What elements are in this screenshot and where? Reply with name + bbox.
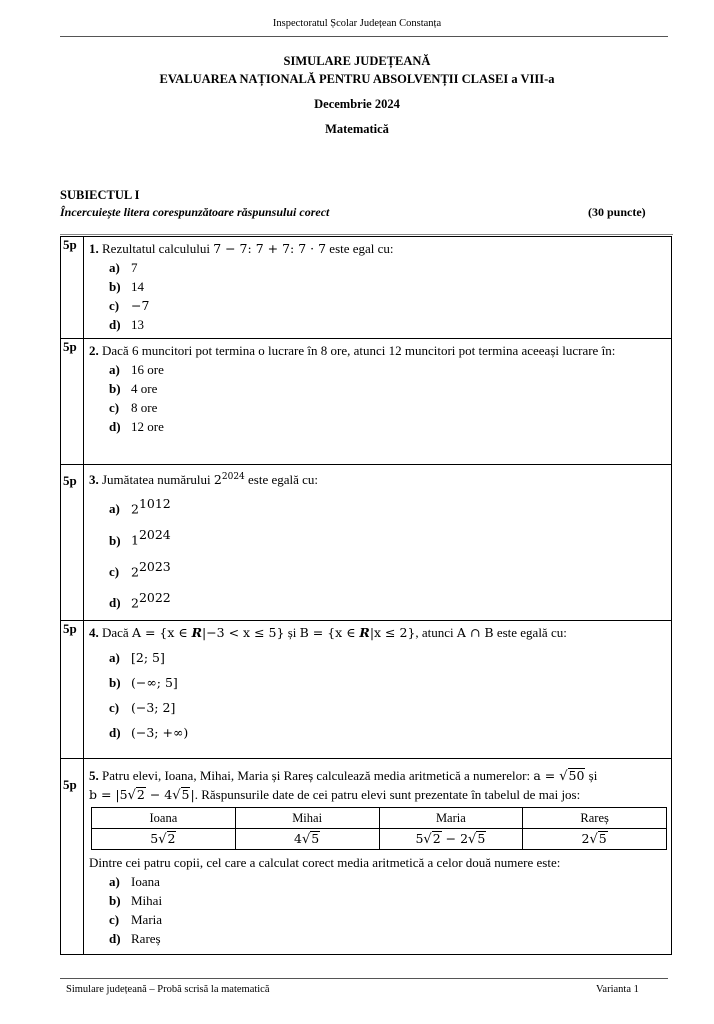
option-value: −7	[131, 298, 150, 313]
question-text-b: este egal cu:	[329, 241, 394, 256]
option-b[interactable]	[109, 379, 667, 398]
option-value: (−∞; 5]	[131, 675, 178, 691]
header-divider	[60, 36, 668, 37]
question-points: 5p	[61, 465, 84, 621]
question-points: 5p	[61, 621, 84, 759]
question-body	[84, 465, 672, 621]
option-d[interactable]	[109, 417, 667, 436]
a-radicand: 50	[568, 768, 585, 784]
question-text-a: Rezultatul calculului	[102, 241, 210, 256]
question-text-b: . Răspunsurile date de cei patru elevi sunt prezentate în tabelul de mai jos:	[194, 787, 581, 803]
question-text-a: Jumătatea numărului	[102, 472, 211, 488]
question-text	[89, 767, 667, 805]
option-value: Rareș	[131, 931, 161, 947]
question-text	[89, 342, 667, 360]
section-points: (30 puncte)	[588, 205, 646, 219]
option-c[interactable]	[109, 910, 667, 929]
option-letter: a)	[109, 650, 120, 666]
question-row	[61, 339, 672, 465]
option-a[interactable]	[109, 645, 667, 670]
power-exponent: 1012	[138, 496, 171, 512]
question-text-c: este egală cu:	[496, 625, 567, 641]
power-exponent: 2024	[138, 527, 171, 543]
option-value: 12 ore	[131, 419, 164, 434]
title-line1: SIMULARE JUDEȚEANĂ	[283, 54, 431, 68]
question-body	[84, 339, 672, 465]
conjunction: și	[287, 625, 297, 641]
answers-value-cell: 5√2	[92, 829, 236, 850]
answers-value-cell: 5√2 − 2√5	[379, 829, 523, 850]
option-value: 13	[131, 317, 144, 332]
option-letter: c)	[109, 564, 120, 580]
radicand: 2	[167, 831, 176, 847]
question-text-b: este egală cu:	[248, 472, 319, 488]
option-a[interactable]	[109, 872, 667, 891]
footer-left: Simulare județeană – Probă scrisă la matematică	[66, 984, 270, 995]
option-letter: a)	[109, 501, 120, 517]
option-value: Maria	[131, 912, 163, 928]
question-number: 3.	[89, 472, 99, 488]
option-b[interactable]	[109, 891, 667, 910]
option-b[interactable]	[109, 522, 667, 553]
reals-symbol: R	[191, 625, 202, 641]
power-base: 1	[131, 532, 139, 548]
coef: 5	[415, 831, 424, 847]
option-letter: b)	[109, 532, 121, 548]
option-letter: d)	[109, 419, 121, 434]
question-body	[84, 237, 672, 339]
set-a-start: A = {x ∈	[131, 625, 192, 641]
questions-table	[60, 236, 672, 955]
option-letter: c)	[109, 912, 120, 928]
title-subject: Matematică	[325, 122, 389, 136]
options-list	[109, 872, 667, 948]
option-b[interactable]	[109, 277, 667, 296]
option-letter: b)	[109, 381, 121, 396]
option-d[interactable]	[109, 929, 667, 948]
question-number: 1.	[89, 241, 99, 256]
title-line2: EVALUAREA NAȚIONALĂ PENTRU ABSOLVENȚII CLASEI a VIII-a	[159, 72, 555, 86]
section-instruction: Încercuiește litera corespunzătoare răspunsului corect	[60, 205, 330, 219]
coef: 2	[581, 831, 590, 847]
set-a	[132, 625, 284, 640]
question-text-a: Dacă 6 muncitori pot termina o lucrare în 8 ore, atunci 12 muncitori pot termina aceeași lucrare în:	[102, 343, 616, 358]
option-letter: b)	[109, 893, 121, 909]
question-text	[89, 624, 667, 642]
question-math: 7 − 7: 7 + 7: 7 · 7	[213, 241, 327, 256]
power-exponent: 2022	[138, 590, 171, 606]
option-c[interactable]	[109, 398, 667, 417]
value-b: b = |5√2 − 4√5|	[89, 787, 195, 804]
option-letter: c)	[109, 400, 120, 415]
set-b-start: B = {x ∈	[299, 625, 360, 641]
conjunction: și	[588, 768, 598, 784]
b-radicand-2: 5	[181, 787, 190, 803]
option-value: (−3; 2]	[131, 700, 176, 716]
option-a[interactable]	[109, 360, 667, 379]
value-a: a = √50	[533, 768, 585, 785]
set-b-end: |x ≤ 2}	[369, 625, 416, 641]
option-letter: d)	[109, 595, 121, 611]
answers-header-row	[92, 808, 667, 829]
answers-header-cell: Mihai	[235, 808, 379, 829]
radicand: 2	[432, 831, 441, 847]
option-c[interactable]	[109, 695, 667, 720]
b-end: |	[190, 787, 195, 803]
header-institution: Inspectoratul Școlar Județean Constanța	[272, 18, 442, 29]
option-letter: d)	[109, 317, 121, 332]
option-value: 16 ore	[131, 362, 164, 377]
option-d[interactable]	[109, 720, 667, 745]
set-b	[300, 625, 416, 640]
question-text-b: , atunci	[415, 625, 454, 641]
question-text-a: Dacă	[102, 625, 129, 641]
footer-divider	[60, 978, 668, 979]
question-row	[61, 237, 672, 339]
options-list	[109, 258, 667, 334]
b-mid: − 4	[145, 787, 173, 803]
power-exponent: 2024	[221, 472, 245, 482]
power-exponent: 2023	[138, 558, 171, 574]
option-letter: d)	[109, 931, 121, 947]
radicand: 5	[598, 831, 607, 847]
answers-value-cell: 2√5	[523, 829, 667, 850]
option-letter: a)	[109, 874, 120, 890]
option-a[interactable]	[109, 491, 667, 522]
power-base: 2	[131, 595, 139, 611]
section-title: SUBIECTUL I	[60, 188, 140, 202]
power-base: 2	[213, 472, 222, 488]
question-points: 5p	[61, 759, 84, 955]
option-letter: b)	[109, 675, 121, 691]
question-power	[214, 472, 245, 487]
option-letter: c)	[109, 700, 120, 716]
option-d[interactable]	[109, 315, 667, 334]
radicand: 5	[311, 831, 320, 847]
question-body	[84, 759, 672, 955]
option-letter: c)	[109, 298, 120, 313]
option-value: 4 ore	[131, 381, 158, 396]
question-points: 5p	[61, 339, 84, 465]
option-value: (−3; +∞)	[131, 725, 189, 741]
coef: 5	[150, 831, 159, 847]
option-c[interactable]	[109, 296, 667, 315]
footer-right: Varianta 1	[596, 984, 639, 995]
option-value: 8 ore	[131, 400, 158, 415]
set-a-end: |−3 < x ≤ 5}	[202, 625, 285, 641]
options-list	[109, 491, 667, 616]
coef: 4	[294, 831, 302, 847]
mid: − 2	[441, 831, 469, 847]
option-a[interactable]	[109, 258, 667, 277]
reals-symbol: R	[359, 625, 370, 641]
option-c[interactable]	[109, 554, 667, 585]
question-number: 2.	[89, 343, 99, 358]
answers-header-cell: Rareș	[523, 808, 667, 829]
question-row	[61, 621, 672, 759]
option-value: [2; 5]	[131, 650, 165, 666]
intersection: A ∩ B	[456, 625, 494, 641]
question-body	[84, 621, 672, 759]
option-letter: a)	[109, 260, 120, 275]
option-value: 14	[131, 279, 144, 294]
question-text	[89, 240, 667, 258]
answers-value-cell: 4√5	[235, 829, 379, 850]
option-letter: b)	[109, 279, 121, 294]
section-divider	[60, 234, 673, 235]
a-lhs: a =	[533, 768, 560, 784]
question-text	[89, 468, 667, 489]
option-value: Ioana	[131, 874, 160, 890]
question-points: 5p	[61, 237, 84, 339]
answers-header-cell: Ioana	[92, 808, 236, 829]
question-number: 4.	[89, 625, 99, 641]
option-d[interactable]	[109, 585, 667, 616]
question-row	[61, 759, 672, 955]
answers-header-cell: Maria	[379, 808, 523, 829]
question-text-a: Patru elevi, Ioana, Mihai, Maria și Rareș calculează media aritmetică a numerelor:	[102, 768, 531, 784]
option-value: 7	[131, 260, 138, 275]
answers-value-row	[92, 829, 667, 850]
title-block	[0, 54, 714, 140]
options-list	[109, 360, 667, 436]
power-base: 2	[131, 564, 139, 580]
option-letter: d)	[109, 725, 121, 741]
options-list	[109, 645, 667, 745]
b-lhs: b = |5	[89, 787, 128, 803]
option-value: Mihai	[131, 893, 163, 909]
question-row	[61, 465, 672, 621]
option-letter: a)	[109, 362, 120, 377]
option-b[interactable]	[109, 670, 667, 695]
question-text-c: Dintre cei patru copii, cel care a calculat corect media aritmetică a celor două numere este:	[89, 855, 561, 871]
radicand-2: 5	[477, 831, 486, 847]
answers-table	[91, 807, 667, 850]
power-base: 2	[131, 501, 139, 517]
b-radicand-1: 2	[136, 787, 145, 803]
question-number: 5.	[89, 768, 99, 784]
title-date: Decembrie 2024	[314, 97, 400, 111]
